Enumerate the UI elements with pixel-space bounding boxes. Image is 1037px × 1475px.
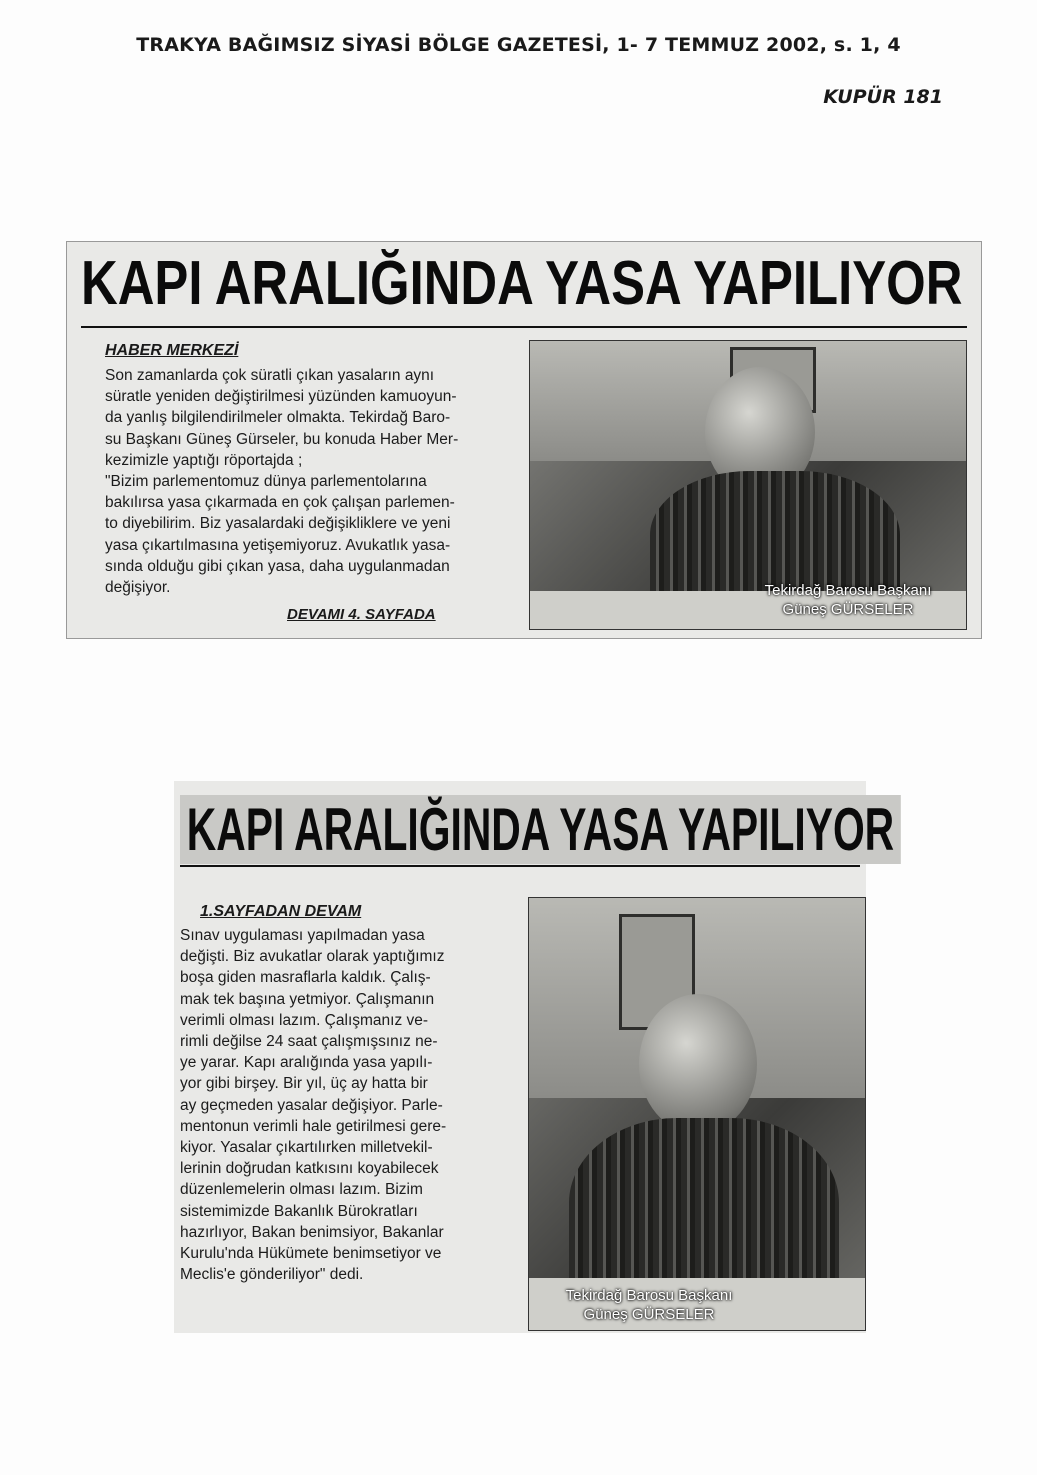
caption-title: Tekirdağ Barosu Başkanı (764, 582, 932, 599)
continuation-note: DEVAMI 4. SAYFADA (287, 606, 436, 623)
article-line: mentonun verimli hale getirilmesi gere- (180, 1117, 447, 1135)
photo-caption (539, 1286, 759, 1324)
article-line: su Başkanı Güneş Gürseler, bu konuda Haber Mer- (105, 430, 459, 448)
article-line: kiyor. Yasalar çıkartılırken milletvekil- (180, 1139, 433, 1157)
article-line: to diyebilirim. Biz yasalardaki değişikliklere ve yeni (105, 515, 451, 533)
article-line: değişiyor. (105, 579, 171, 597)
article-line: süratle yeniden değiştirilmesi yüzünden kamuoyun- (105, 388, 457, 406)
article-line: sında olduğu gibi çıkan yasa, daha uygulanmadan (105, 557, 450, 575)
caption-name: Güneş GÜRSELER (583, 1306, 715, 1323)
article-line: ay geçmeden yasalar değişiyor. Parle- (180, 1096, 443, 1114)
caption-name: Güneş GÜRSELER (782, 601, 914, 618)
portrait-photo (528, 897, 866, 1331)
article-line: bakılırsa yasa çıkarmada en çok çalışan parlemen- (105, 494, 455, 512)
clipping-page-4 (174, 781, 895, 1333)
article-line: sistemimizde Bakanlık Bürokratları (180, 1202, 418, 1220)
article-body (180, 925, 510, 1285)
article-line: da yanlış bilgilendirilmeler olmakta. Tekirdağ Baro- (105, 409, 451, 427)
article-line: lerinin doğrudan katkısını koyabilecek (180, 1160, 439, 1178)
article-line: düzenlemelerin olması lazım. Bizim (180, 1181, 423, 1199)
byline: HABER MERKEZİ (105, 342, 239, 359)
article-line: Kurulu'nda Hükümete benimsetiyor ve (180, 1245, 442, 1263)
article-line: boşa giden masraflarla kaldık. Çalış- (180, 969, 431, 987)
article-line: değişti. Biz avukatlar olarak yaptığımız (180, 948, 445, 966)
headline: KAPI ARALIĞINDA YASA YAPILIYOR (81, 249, 963, 318)
article-line: "Bizim parlementomuz dünya parlementolarına (105, 473, 427, 491)
clipping-page-1 (66, 241, 982, 639)
article-line: Sınav uygulaması yapılmadan yasa (180, 927, 425, 944)
article-line: kezimizle yaptığı röportajda ; (105, 451, 303, 469)
source-line: TRAKYA BAĞIMSIZ SİYASİ BÖLGE GAZETESİ, 1- 7 TEMMUZ 2002, s. 1, 4 (136, 34, 901, 56)
article-line: yasa çıkartılmasına yetişemiyoruz. Avukatlık yasa- (105, 536, 451, 554)
headline-rule (81, 326, 967, 328)
article-line: rimli değilse 24 saat çalışmışsınız ne- (180, 1033, 438, 1051)
headline: KAPI ARALIĞINDA YASA YAPILIYOR (180, 795, 901, 864)
article-line: verimli olması lazım. Çalışmanız ve- (180, 1011, 429, 1029)
photo-caption (730, 581, 966, 619)
clipping-number: KUPÜR 181 (823, 86, 943, 108)
caption-title: Tekirdağ Barosu Başkanı (565, 1287, 733, 1304)
article-body (105, 365, 535, 598)
article-line: ye yarar. Kapı aralığında yasa yapılı- (180, 1054, 433, 1072)
article-line: yor gibi birşey. Bir yıl, üç ay hatta bir (180, 1075, 428, 1093)
article-line: hazırlıyor, Bakan benimsiyor, Bakanlar (180, 1223, 444, 1241)
article-line: mak tek başına yetmiyor. Çalışmanın (180, 990, 435, 1008)
headline-rule (180, 865, 860, 867)
article-line: Son zamanlarda çok süratli çıkan yasaların aynı (105, 367, 435, 384)
portrait-photo (529, 340, 967, 630)
article-line: Meclis'e gönderiliyor" dedi. (180, 1266, 364, 1284)
byline: 1.SAYFADAN DEVAM (200, 903, 362, 920)
